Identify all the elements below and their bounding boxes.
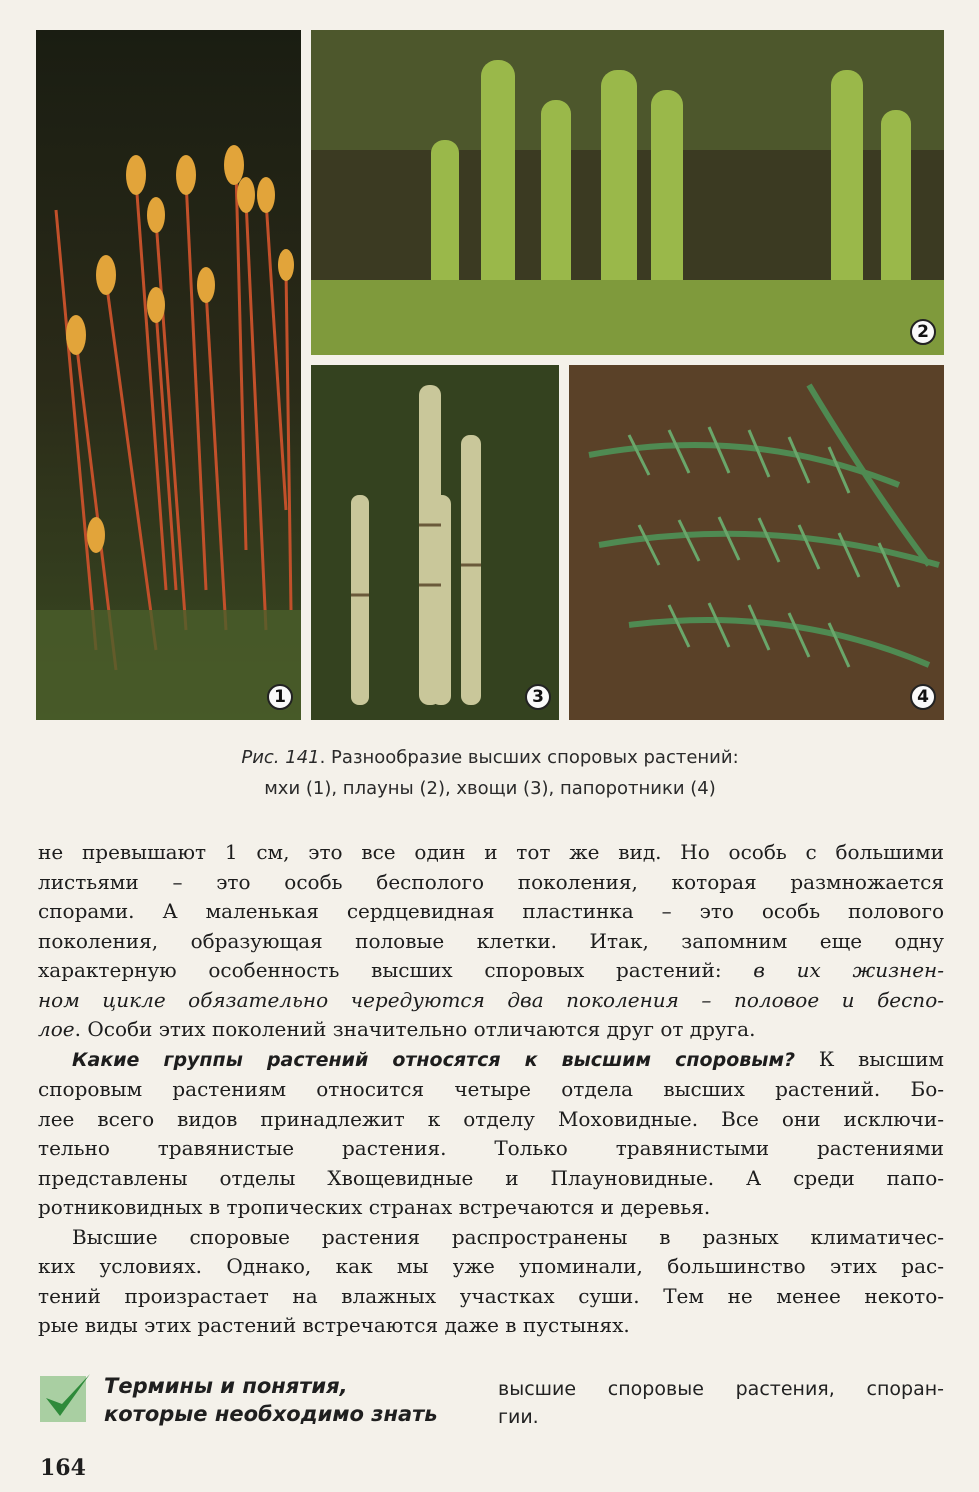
text-line: ких условиях. Однако, как мы уже упоминали, большинство этих рас- bbox=[38, 1254, 944, 1278]
text-line: поколения, образующая половые клетки. Итак, запомним еще одну bbox=[38, 928, 944, 953]
text-line: не превышают 1 см, это все один и тот же вид. Но особь с большими bbox=[38, 840, 944, 864]
checkmark-icon bbox=[38, 1370, 94, 1426]
photo-mosses bbox=[36, 30, 301, 720]
text-line: тений произрастает на влажных участках суши. Тем не менее некото- bbox=[38, 1283, 944, 1308]
terms-line: высшие споровые растения, споран- bbox=[498, 1378, 944, 1400]
text-line: рые виды этих растений встречаются даже в пустынях. bbox=[38, 1313, 630, 1337]
text-line: листьями – это особь бесполого поколения, которая размножается bbox=[38, 869, 944, 894]
page-number: 164 bbox=[40, 1455, 86, 1481]
terms-list bbox=[498, 1375, 944, 1431]
photo-ferns bbox=[569, 365, 944, 720]
emphasis-text: лое bbox=[38, 1017, 75, 1041]
text-line: спорами. А маленькая сердцевидная пластинка – это особь полового bbox=[38, 899, 944, 923]
photo-horsetails bbox=[311, 365, 559, 720]
text-line: Какие группы растений относятся к высшим споровым? К высшим bbox=[72, 1046, 944, 1071]
figure-caption bbox=[36, 742, 944, 804]
text-line: лее всего видов принадлежит к отделу Моховидные. Все они исключи- bbox=[38, 1106, 944, 1131]
text-line: представлены отделы Хвощевидные и Плауновидные. А среди папо- bbox=[38, 1165, 944, 1190]
terms-line: гии. bbox=[498, 1406, 539, 1428]
caption-legend: мхи (1), плауны (2), хвощи (3), папоротники (4) bbox=[264, 778, 716, 799]
text-line: тельно травянистые растения. Только травянистыми растениями bbox=[38, 1136, 944, 1160]
body-text bbox=[38, 838, 944, 1341]
caption-text: . Разнообразие высших споровых растений: bbox=[319, 747, 739, 768]
text-line: Высшие споровые растения распространены в разных климатичес- bbox=[72, 1224, 944, 1249]
text-line: характерную особенность высших споровых растений: в их жизнен- bbox=[38, 958, 944, 982]
photo-number-badge: 4 bbox=[910, 684, 936, 710]
terms-heading: Термины и понятия, которые необходимо знать bbox=[104, 1374, 438, 1426]
emphasis-text: в их жизнен- bbox=[753, 958, 944, 982]
figure-label: Рис. 141 bbox=[241, 747, 320, 768]
photo-number-badge: 1 bbox=[267, 684, 293, 710]
photo-number-badge: 3 bbox=[525, 684, 551, 710]
photo-number-badge: 2 bbox=[910, 319, 936, 345]
emphasis-line: ном цикле обязательно чередуются два поколения – половое и беспо- bbox=[38, 987, 944, 1012]
text-line: ротниковидных в тропических странах встречаются и деревья. bbox=[38, 1195, 711, 1219]
photo-club-mosses bbox=[311, 30, 944, 355]
question-heading: Какие группы растений относятся к высшим споровым? bbox=[72, 1048, 796, 1071]
text-line: споровым растениям относится четыре отдела высших растений. Бо- bbox=[38, 1077, 944, 1101]
text-line: лое. Особи этих поколений значительно отличаются друг от друга. bbox=[38, 1017, 756, 1041]
